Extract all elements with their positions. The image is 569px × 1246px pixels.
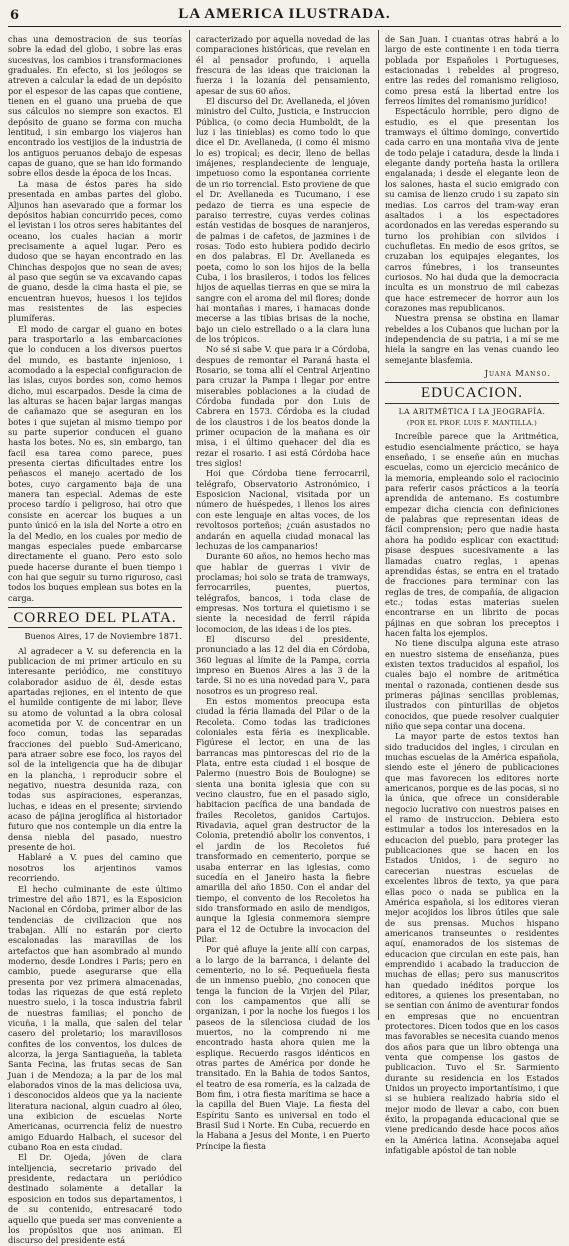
article-paragraph: La masa de éstos pares ha sido presentada en ambas partes del globo. Aljunos han asevarado que a formar los depósitos habian concurrido peces, como el levistan i los otros seres habitantes del oceano, los cuales hacian a morir precisamente a aquel lugar. Pero es dudoso que se hayan encontrado en las Chinchas despojos que no sean de aves; al paso que según se va excavando capas de guano, desde la cima hasta el pie, se encuentran huevos, huesos i los tejidos mas resistentes de las especies plumíferas. bbox=[8, 178, 182, 324]
section-title: EDUCACION. bbox=[420, 385, 524, 402]
article-paragraph: El discurso del Dr. Avellaneda, el jóven ministro del Culto, Justicia, e Instruccion Pública, (o como decia Humboldt, de la luz i las tinieblas) es como todo lo que dice el Dr. Avellaneda, (i como él mismo lo es) tropical; es decir, lleno de bellas imájenes, resplandeciente de lenguaje, impetuoso como la espontanea corriente de un rio torrencial. Esto proviene de que el Dr. Avellaneda es Tucumano, i ese pedazo de tierra es una especie de paraiso terrestre, cuyas verdes colinas están vestidas de bosques de naranjeros, de palmas i de cafetos, de jazmines i de rosas. Todo esto hubiera podido decirlo en dos palabras. El Dr. Avellaneda es poeta, como lo son los hijos de la bella Cuba, i los brasileros, i todos los felices hijos de aquellas tierras en que se mira la sangre con el aroma del mil flores; donde hai montañas i mares, i hamacas donde mecerse a las tibias brisas de la noche, bajo un cielo estrellado o a la clara luna de los trópicos. bbox=[196, 96, 370, 344]
column-divider bbox=[378, 30, 379, 1020]
column-3 bbox=[385, 34, 559, 1156]
article-paragraph: Nuestra prensa se obstina en llamar rebeldes a los Cubanos que luchan por la independencia de su patria, i a mí se me hiela la sangre en las venas cuando leo semejante blasfemia. bbox=[385, 313, 559, 365]
article-paragraph: caracterizado por aquella novedad de las comparaciones históricas, que revelan en él al pensador profundo, i aquella frescura de las ideas que traicionan la fuerza i la lozanía del pensamiento, apesar de sus 60 años. bbox=[196, 34, 370, 96]
article-paragraph: chas una demostracion de sus teorías sobre la edad del globo, i sobre las eras sucesivas, los cambios i transformaciones graduales. En efecto, si los jeólogos se atreven a calcular la edad de un depósito por el espesor de las capas que contiene, tienen en el guano una prueba de que sus cálculos no siempre son exactos. El depósito de guano se forma con mucha lentitud, i sin embargo los viajeros han encontrado los vestijios de la industria de los antiguos peruanos debajo de espesas capas de guano, que se han ido formando sobre ellos desde la época de los Incas. bbox=[8, 34, 182, 179]
section-rule bbox=[8, 607, 182, 608]
section-rule bbox=[8, 627, 182, 628]
section-rule bbox=[385, 382, 559, 383]
article-subtitle: LA ARITMÉTICA I LA JEOGRAFÍA. bbox=[398, 406, 546, 416]
article-paragraph: de San Juan. I cuantas otras habrá a lo largo de este continente i en toda tierra poblada por Españoles i Portugueses, estacionadas i rebeldes al progreso, entre las redes del romanismo religioso, como presa está la libertad entre los ferreos límites del romanismo jurídico! bbox=[385, 34, 559, 107]
article-paragraph: Por qué afluye la jente allí con carpas, a lo largo de la barranca, i delante del cementerio, no lo sé. Pequeñuela fiesta de un inmenso pueblo, ¿no conocen que tenga la funcion de la Virjen del Pilar, con los campamentos que allí se organizan, i por la noche los fuegos i los paseos de la silenciosa ciudad de los muertos, no la comprendo ni me encontrado hasta ahora quien me la esplique. Recuerdo rasgos idénticos en otras partes de América por donde he transitado. En la Bahia de todos Santos, el teatro de esa romería, es la calzada de Bom fim, i otra fiesta marítima se hace a la capilla del Buen Viaje. La fiesta del Espíritu Santo es universal en todo el Brasil Sud i Norte. En Cuba, recuerdo en la Habana a Jesus del Monte, i en Puerto Príncipe la fiesta bbox=[196, 944, 370, 1151]
article-paragraph: Durante 60 años, no hemos hecho mas que hablar de guerras i vivir de proclamas; hoi solo se trata de tramways, ferrocarriles, puentes, puertos, telégrafos, bancos, i toda clase de empresas. Nos tortura el quietismo i se siente la necesidad de ferril rápida locomocion, de las ideas i de los pies. bbox=[196, 551, 370, 634]
article-paragraph: El modo de cargar el guano en botes para trasportarlo a las embarcaciones que lo conducen a los diversos puertos del mundo, es bastante injenioso, i acomodado a la especial configuracion de las islas, cuyos bordes son, como hemos dicho, mui escarpados. Desde la cima de las alturas se hacen bajar largas mangas de cañamazo que se aseguran en los botes i que sujetan al mismo tiempo por su parte superior conducen el guano hasta los botes. No es, sin embargo, tan facil esa tarea como parece, pues presenta ciertas dificultades entre los peñascos el manejo acertado de los botes, cuyo cargamento baja de una manera tan especial. Ademas de este proceso tardío i peligroso, hai otro que consiste en acercar los buques a un punto únicó en la isla del Norte a otro en la del Medio, en los cuales por medio de mangas especiales puede embarcarse directamente el guano. Pero esto solo puede hacerse durante el buen tiempo i con hai que seguir su turno riguroso, casi todos los buques emplean sus botes en la carga. bbox=[8, 323, 182, 603]
article-paragraph: No tiene disculpa alguna este atraso en nuestro sistema de enseñanza, pues existen textos traducidos al español, los cuales bajo el nombre de aritmética mental o razonada, contienen desde sus primeras pájinas sencillas problemas, ilustrados con pinturillas de objetos conocidos, que puede resolver cualquier niño que sepa contar una docena. bbox=[385, 638, 559, 731]
article-byline: (POR EL PROF. LUIS F. MANTILLA.) bbox=[406, 419, 538, 428]
page-number: 6 bbox=[10, 8, 20, 23]
article-paragraph: El discurso del presidente, pronunciado a las 12 del dia en Córdoba, 360 leguas al límite de la Pampa, corria impreso en Buenos Aires a las 3 de la tarde. Si no es una novedad para V., para nosotros es un progreso real. bbox=[196, 633, 370, 696]
article-paragraph: La mayor parte de estos textos han sido traducidos del ingles, i circulan en muchas escuelas de la América española, siendo este el jénero de publicaciones que mas favorecen los editores norte americanos, porque es de las pocas, si no la única, que ofrece un considerable negocio lucrativo con nuestros paises en el ramo de instruccion. Debiera esto estimular a todos los interesados en la educacion del pueblo, para proteger las publicaciones que se hacen en los Estados Unidos, i de seguro no carecerian nuestras escuelas de excelentes libros de texto, ya que para ellas poco o nada se publica en la América española, si los editores vieran mejor acojidos los libros útiles que sale de sus prensas. Muchos hispano americanos transeuntes o residentes aquí, enamorados de los sistemas de educacion que circulan en este pais, han emprendido i acabado la traduccion de muchas de ellas; pero sus manuscritos han quedado inéditos porque los editores, a quienes los presentaban, no se sentian con ánimo de aventurar fondos en empresas que no encuentran protectores. Dicen todos que en los casos mas favorables se necesita cuando menos dos años para que un libro obtenga una venta que compense los gastos de publicacion. Tuvo el Sr. Sarmiento durante su residencia en los Estados Unidos un proyecto importantísimo, i que si se hubiera realizado habria sido el mejor modo de llevar a cabo, con buen éxito, la propaganda educacional que se viene predicando desde hace pocos años en la América latina. Aconsejaba aquel infatigable apóstol de tan noble bbox=[385, 731, 559, 1156]
column-divider bbox=[189, 30, 190, 1020]
article-paragraph: Espectáculo horrible, pero digno de estudio, es el que presentan los tramways el último domingo, convertido cada carro en una montaña viva de jente de todo pelaje i catadura, desde la linda i elegante dandy porteña hasta la orillera engalanada; i desde el elegante leon de los salones, hasta el sucio emigrado con su camisa de lienzo crudo i su zapato sin medias. Los carros del tram-way eran asaltados i a los espectadores acordonados en las veredas esperando su turno los prohibian con silvidos i cuchufletas. En medio de esos grítos, se cruzaban los equipajes elegantes, los carros fúnebres, i los transeuntes curiosos. No hai duda que la democracia inculta es un monstruo de mil cabezas que hace estremecer de horror aun los corazones mas republicanos. bbox=[385, 106, 559, 313]
article-paragraph: Hoi que Córdoba tiene ferrocarril, telégrafo, Observatorio Astronómico, i Esposicion Nacional, visitada por un número de huéspedes, i llenos los aires con este lenguaje en altas voces, de los revoltosos porteños; ¿cuán asustados no andarán en aquella ciudad monacal las lechuzas de los campanarios! bbox=[196, 468, 370, 551]
dateline: Buenos Aires, 17 de Noviembre 1871. bbox=[24, 631, 182, 642]
column-1 bbox=[8, 34, 182, 1246]
article-paragraph: Increíble parece que la Aritmética, estudio esencialmente práctico, se haya enseñado, i se enseñe aún en muchas escuelas, como un ejercicio mecánico de la memoria, empleando solo el raciocinio para referir casos prácticos a la teoría aprendida de antemano. Es costumbre empezar dicha ciencia con definiciones de palabras que representan ideas de fácil comprension; pero que nadie hasta ahora ha podido esplicar con exactitud: pisase despues sucesivamente a las llamadas cuatro reglas, i apenas aprendidas éstas, se entra en el tratado de fracciones para terminar con las reglas de tres, de compañía, de aligacion etc.; todas estas materias suelen encontrarse en un librito de pocas pájinas en que sobran los preceptos i hacen falta los ejemplos. bbox=[385, 431, 559, 638]
column-2 bbox=[196, 34, 370, 1151]
article-paragraph: En estos momentos preocupa esta ciudad la féria llamada del Pilar o de la Recoleta. Como todas las tradiciones coloniales esta féria es inexplicable. Figúrese el lector, en una de las barrancas mas pintorescas del rio de la Plata, entre esta ciudad i el bosque de Palermo (nuestro Bois de Boulogne) se sienta una bonita iglesia que con su vecino claustro, fue en el pasado siglo, habitacion pacífica de una bandada de frailes Recoletos, ganidos Cartujos. Rivadavia, aquel gran destructor de la Colonia, pretendió abolir los conventos, i el jardin de los Recoletos fué transformado en cementerio, porque se usaba enterrar en las iglesias, como sucedía en el Janeiro hasta la fiebre amarilla del año 1850. Con el andar del tiempo, el convento de los Recoletos ha sido transformado en asilo de mendigos, aunque la Iglesia conmemora siempre para el 12 de Octubre la invocacion del Pilar. bbox=[196, 696, 370, 944]
section-rule bbox=[385, 403, 559, 404]
article-paragraph: El Dr. Ojeda, jóven de clara intelijencia, secretario privado del presidente, redactara un periódico destinado solamente a detallar la esposicion en todos sus departamentos, i de su contenido, entresacaré todo aquello que pueda ser mas conveniente a los propósitos que nos animan. El discurso del presidente está bbox=[8, 1152, 182, 1246]
section-title: CORREO DEL PLATA. bbox=[13, 609, 177, 626]
page-title: LA AMERICA ILUSTRADA. bbox=[178, 6, 391, 22]
author-signature: Juana Manso. bbox=[484, 368, 551, 378]
header-rule bbox=[8, 26, 561, 27]
article-paragraph: Hablaré a V. pues del camino que nosotros los arjentinos vamos recorriendo. bbox=[8, 852, 182, 884]
article-paragraph: Al agradecer a V. su deferencia en la publicacion de mi primer articulo en su interesante periódico, me constituyo colaborador asiduo de él, desde estas apartadas rejiones, en el intento de que el humilde contigente de mi labor, lleve su atomo de voluntad a la obra colosal acometida por V. de concentrar en un foco comun, todas las separadas fracciones del pueblo Sud-Americano, para atraer sobre ese foco, los rayos del sol de la inteligencia que ha de dibujar en la plancha, i reproducir sobre el negativo, nuestra desunida raza, con todas sus aspiraciones, esperanzas, luchas, e ideas en el presente; sirviendo acaso de pájina jeroglífica al historiador futuro que nos contemple un dia entre la densa niebla del pasado, nuestro presente de hoi. bbox=[8, 645, 182, 853]
article-paragraph: El hecho culminante de este último trimestre del año 1871, es la Esposicion Nacional en Córdoba, primer albor de las tendencias de civilizacion que nos trabajan. Allí no estarán por cierto escalonadas las maravillas de los artefactos que han asombrado al mundo moderno, desde Londres i Paris; pero en cambio, puede asegurarse que ella presenta por vez primera almacenadas, todas las riquezas de que está repleto nuestro suelo, i la tosca industria fabril de nuestras familias; el poncho de vicuña, i la malla, que salen del telar casero del proletario; los maravillosos confites de los conventos, los dulces de alcorza, la jerga Santiagueña, la tableta Santa Fecina, las frutas secas de San Juan i de Mendoza; a la par de los mal elaborados vinos de la mas deliciosa uva, i desconocidos aldeos que ya la naciente literatura nacional, algun cuadro al óleo, una exibicion de escuelas Norte Americanas, ocurrencia feliz de nuestro amigo Eduardo Halbach, el sucesor del cubano Roa en esta ciudad. bbox=[8, 883, 182, 1153]
article-paragraph: No sé si sabe V. que para ir a Córdoba, despues de remontar el Paraná hasta el Rosario, se toma allí el Central Arjentino para cruzar la Pampa i llegar por entre miserables poblaciones a la ciudad de Córdoba fundada por don Luis de Cabrera en 1573. Córdoba es la ciudad de los claustros i de los beatos donde la primer ocupacion de la mañana es oir misa, i el último quehacer del dia es rezar el rosario. I asi está Córdoba hace tres siglos! bbox=[196, 344, 370, 469]
